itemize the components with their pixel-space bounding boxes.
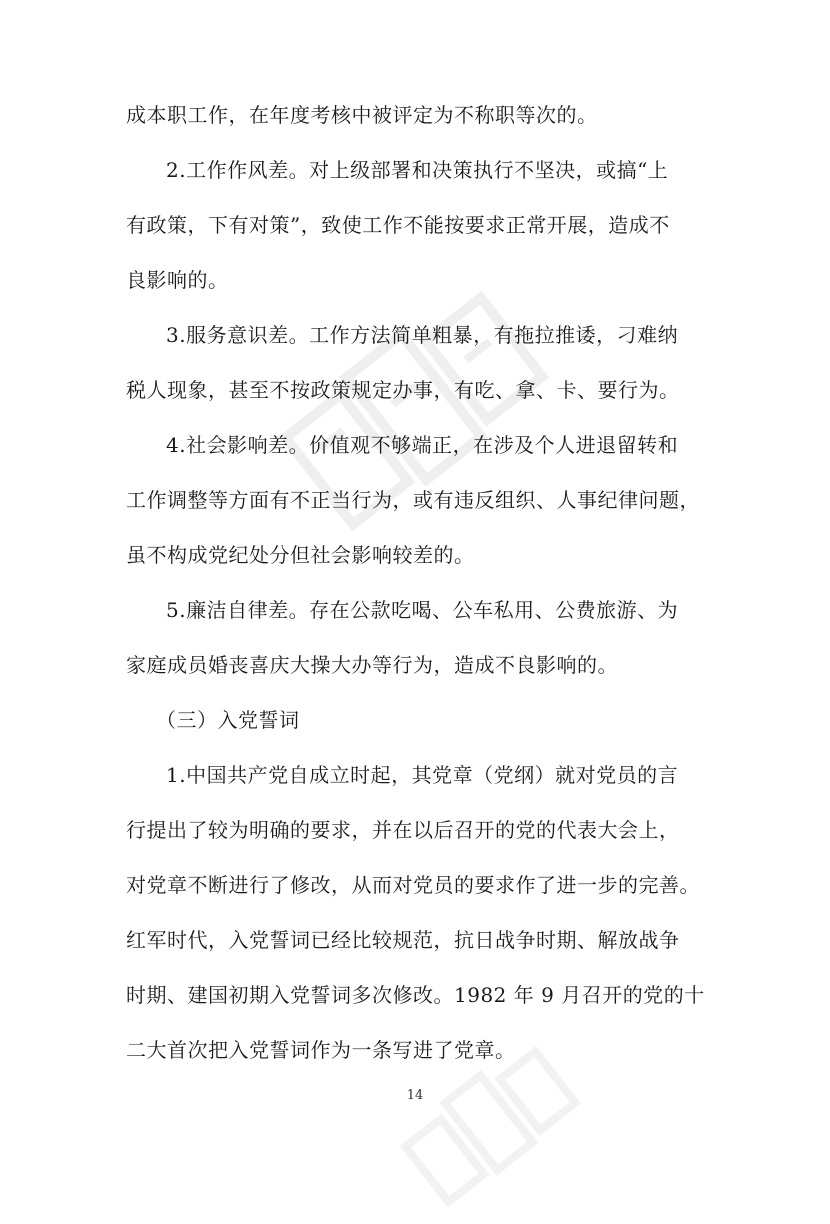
body-line-2: 2.工作作风差。对上级部署和决策执行不坚决，或搞“上 — [166, 158, 669, 182]
body-line-13: 1.中国共产党自成立时起，其党章（党纲）就对党员的言 — [166, 763, 679, 787]
body-line-1: 成本职工作，在年度考核中被评定为不称职等次的。 — [126, 103, 598, 127]
body-line-10: 5.廉洁自律差。存在公款吃喝、公车私用、公费旅游、为 — [166, 598, 679, 622]
body-line-8: 工作调整等方面有不正当行为，或有违反组织、人事纪律问题， — [126, 488, 700, 512]
body-line-16: 红军时代，入党誓词已经比较规范，抗日战争时期、解放战争 — [126, 928, 680, 952]
body-line-18: 二大首次把入党誓词作为一条写进了党章。 — [126, 1038, 516, 1062]
body-line-4: 良影响的。 — [126, 268, 229, 292]
body-line-14: 行提出了较为明确的要求，并在以后召开的党的代表大会上， — [126, 818, 680, 842]
body-line-6: 税人现象，甚至不按政策规定办事，有吃、拿、卡、要行为。 — [126, 378, 680, 402]
body-line-15: 对党章不断进行了修改，从而对党员的要求作了进一步的完善。 — [126, 873, 700, 897]
body-line-7: 4.社会影响差。价值观不够端正，在涉及个人进退留转和 — [166, 433, 679, 457]
body-line-3: 有政策，下有对策”，致使工作不能按要求正常开展，造成不 — [126, 213, 670, 237]
section-heading: （三）入党誓词 — [156, 708, 300, 732]
body-line-17: 时期、建国初期入党誓词多次修改。1982 年 9 月召开的党的十 — [126, 983, 705, 1007]
body-line-11: 家庭成员婚丧喜庆大操大办等行为，造成不良影响的。 — [126, 653, 618, 677]
watermark-graphic — [259, 260, 581, 570]
body-line-5: 3.服务意识差。工作方法简单粗暴，有拖拉推诿，刁难纳 — [166, 323, 679, 347]
page-number: 14 — [406, 1088, 424, 1103]
body-line-9: 虽不构成党纪处分但社会影响较差的。 — [126, 543, 475, 567]
